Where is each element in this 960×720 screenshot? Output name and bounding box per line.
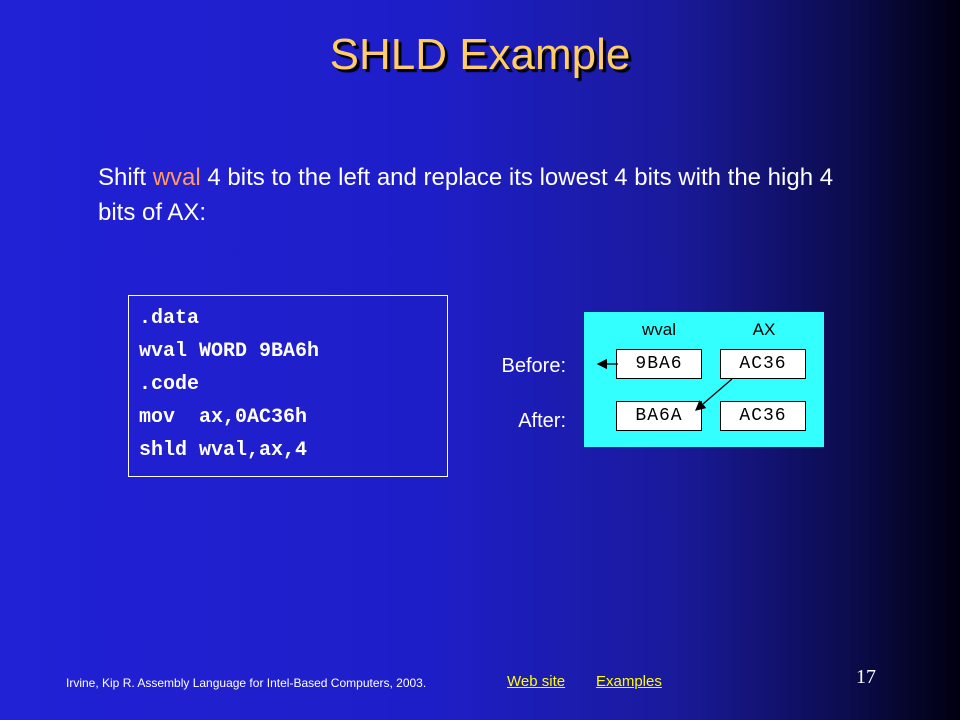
- examples-link[interactable]: Examples: [596, 673, 662, 690]
- code-line: wval WORD 9BA6h: [139, 340, 320, 363]
- high-bits-arrow: [696, 379, 732, 410]
- page-number: 17: [856, 666, 876, 688]
- intro-text-start: Shift: [98, 164, 153, 191]
- wval-column-header: wval: [641, 320, 676, 339]
- ax-after-register: AC36: [720, 401, 806, 431]
- code-line: mov ax,0AC36h: [139, 406, 308, 429]
- ax-before-register: AC36: [720, 349, 806, 379]
- shift-arrows: [584, 312, 824, 447]
- intro-highlight-wval: wval: [152, 164, 201, 191]
- wval-after-register: BA6A: [616, 401, 702, 431]
- wval-before-register: 9BA6: [616, 349, 702, 379]
- code-line: shld wval,ax,4: [139, 439, 308, 462]
- web-site-link[interactable]: Web site: [507, 673, 566, 690]
- intro-text-end: 4 bits to the left and replace its lowest 4 bits with the high 4 bits of AX:: [98, 164, 834, 226]
- slide-title: SHLD Example: [329, 30, 631, 79]
- citation: Irvine, Kip R. Assembly Language for Intel-Based Computers, 2003.: [66, 676, 427, 690]
- after-label: After:: [518, 410, 566, 432]
- code-box: [128, 295, 448, 477]
- code-line: .code: [139, 373, 200, 396]
- before-label: Before:: [501, 355, 566, 377]
- intro-text: [98, 160, 858, 230]
- code-line: .data: [139, 307, 200, 330]
- ax-column-header: AX: [752, 320, 776, 339]
